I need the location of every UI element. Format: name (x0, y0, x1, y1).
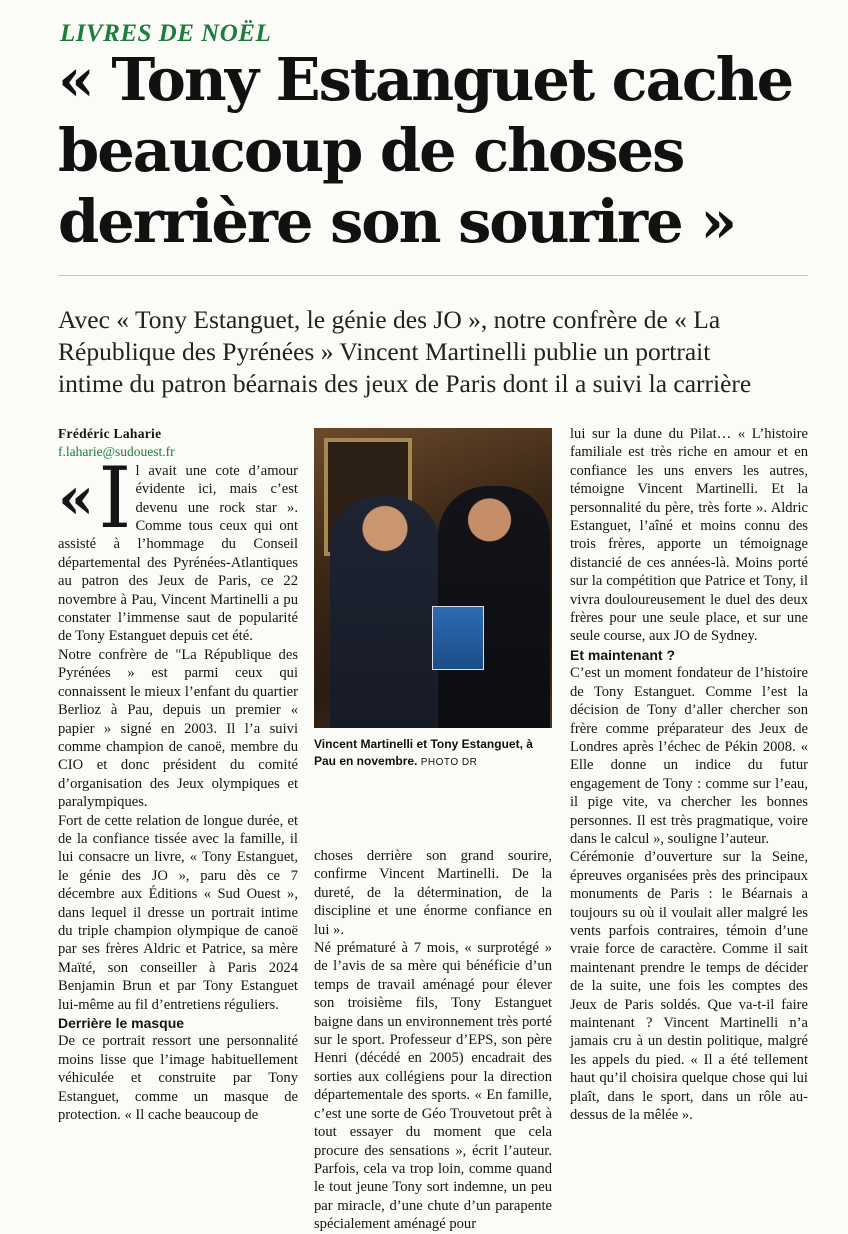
photo-book (432, 606, 484, 670)
article-column-3 (570, 425, 808, 1124)
article-column-2 (314, 847, 552, 1234)
standfirst (58, 304, 818, 400)
paragraph: choses derrière son grand sourire, confirme Vincent Martinelli. De la dureté, de la détermination, de la discipline et une énorme confiance en lui ». (314, 848, 552, 938)
paragraph: C’est un moment fondateur de l’histoire de Tony Estanguet. Comme l’est la décision de Tony d’aller chercher son frère comme préparateur des Jeux de Londres après l’échec de Pékin 2008. « Elle donne un indice du futur engagement de Tony : comme sur l’eau, il pige vite, va chercher les bonnes personnes. Il est très pragmatique, voire dans le calcul », souligne l’auteur. (570, 665, 808, 847)
subheading: Et maintenant ? (570, 646, 676, 663)
article-column-1 (58, 425, 298, 1124)
caption-text: Vincent Martinelli et Tony Estanguet, à Pau en novembre. (314, 737, 533, 768)
paragraph: lui sur la dune du Pilat… « L’histoire familiale est très riche en amour et en confiance les uns envers les autres, témoigne Vincent Martinelli. Et la personnalité du père, très forte ». Aldric Estanguet, l’aîné et moins connu des trois frères, apporte un témoignage distancié de ces années-là. Moins porté sur la compétition que Patrice et Tony, il vivra douloureusement le duel des deux frères pour une seule place, et sur une seule course, aux JO de Sydney. (570, 426, 808, 645)
headline-line: beaucoup de choses (58, 116, 684, 185)
photo-credit: PHOTO DR (420, 757, 478, 768)
divider (58, 275, 808, 276)
paragraph: l avait une cote d’amour évidente ici, mais c’est devenu une rock star ». Comme tous ceux qui ont assisté à l’hommage du Conseil départemental des Pyrénées-Atlantiques au patron des Jeux de Paris, ce 22 novembre à Pau, Vincent Martinelli a pu constater l’immense saut de popularité de Tony Estanguet depuis cet été. (58, 462, 298, 645)
paragraph: De ce portrait ressort une personnalité moins lisse que l’image habituellement véhiculée et construite par Tony Estanguet, comme un masque de protection. « Il cache beaucoup de (58, 1033, 298, 1124)
kicker: LIVRES DE NOËL (60, 20, 272, 47)
photo (314, 428, 552, 728)
paragraph: Fort de cette relation de longue durée, et de la confiance tissée avec la famille, il lui consacre un livre, « Tony Estanguet, le génie des JO », paru dès ce 7 décembre aux Éditions « Sud Ouest », dans lequel il dresse un portrait intime du triple champion olympique de canoë par ses frères Aldric et Patrice, sa mère Maïté, son conseiller à Paris 2024 Benjamin Brun et par Tony Estanguet lui-même au fil d’entretiens réguliers. (58, 812, 298, 1013)
standfirst-line: République des Pyrénées » Vincent Martinelli publie un portrait (58, 337, 711, 366)
subheading: Derrière le masque (58, 1015, 185, 1031)
photo-caption (314, 736, 552, 771)
standfirst-line: intime du patron béarnais des jeux de Paris dont il a suivi la carrière (58, 369, 752, 398)
byline-author: Frédéric Laharie (58, 426, 162, 441)
photo-person-left (330, 496, 440, 728)
headline-line: « Tony Estanguet cache (58, 45, 793, 114)
paragraph: Cérémonie d’ouverture sur la Seine, épreuves organisées près des principaux monuments de Paris : le Béarnais a toujours su où il voulait aller malgré les vents parfois contraires, témoin d’une vraie force de caractère. Comme il sait maintenant prendre le temps de décider de la suite, une fois les comptes des Jeux de Paris soldés. Que va-t-il faire maintenant ? Vincent Martinelli n’a jamais cru à un destin politique, malgré les appels du pied. « Il a été tellement haut qu’il choisira quelque chose qui lui plaît, dans le sport, dans un rôle au-dessus de la mêlée ». (570, 849, 808, 1124)
headline (58, 44, 818, 257)
paragraph: Né prématuré à 7 mois, « surprotégé » de l’avis de sa mère qui bénéficie d’un temps de travail aménagé pour élever son troisième fils, Tony Estanguet baigne dans un environnement très porté sur le sport. Professeur d’EPS, son père Henri (décédé en 2005) encadrait des sorties aux collégiens pour la direction départementale des sports. « En famille, c’est une sorte de Géo Trouvetout prêt à tout essayer du moment que cela procure des sensations », écrit l’auteur. Parfois, cela va trop loin, comme quand le tout jeune Tony sort indemne, un peu par miracle, d’une chute d’un parapente spécialement aménagé pour (314, 940, 552, 1233)
paragraph: Notre confrère de "La République des Pyrénées » est parmi ceux qui connaissent le mieux l’enfant du quartier Berlioz à Pau, depuis un premier « papier » signé en 2003. Il l’a suivi comme champion de canoë, membre du CIO et donc président du comité d’organisation des Jeux olympiques et paralympiques. (58, 646, 298, 811)
standfirst-line: Avec « Tony Estanguet, le génie des JO », notre confrère de « La (58, 305, 721, 334)
byline-email[interactable]: f.laharie@sudouest.fr (58, 444, 175, 460)
drop-cap: I (98, 448, 132, 547)
headline-line: derrière son sourire » (58, 187, 736, 256)
drop-quote: « (58, 463, 95, 532)
